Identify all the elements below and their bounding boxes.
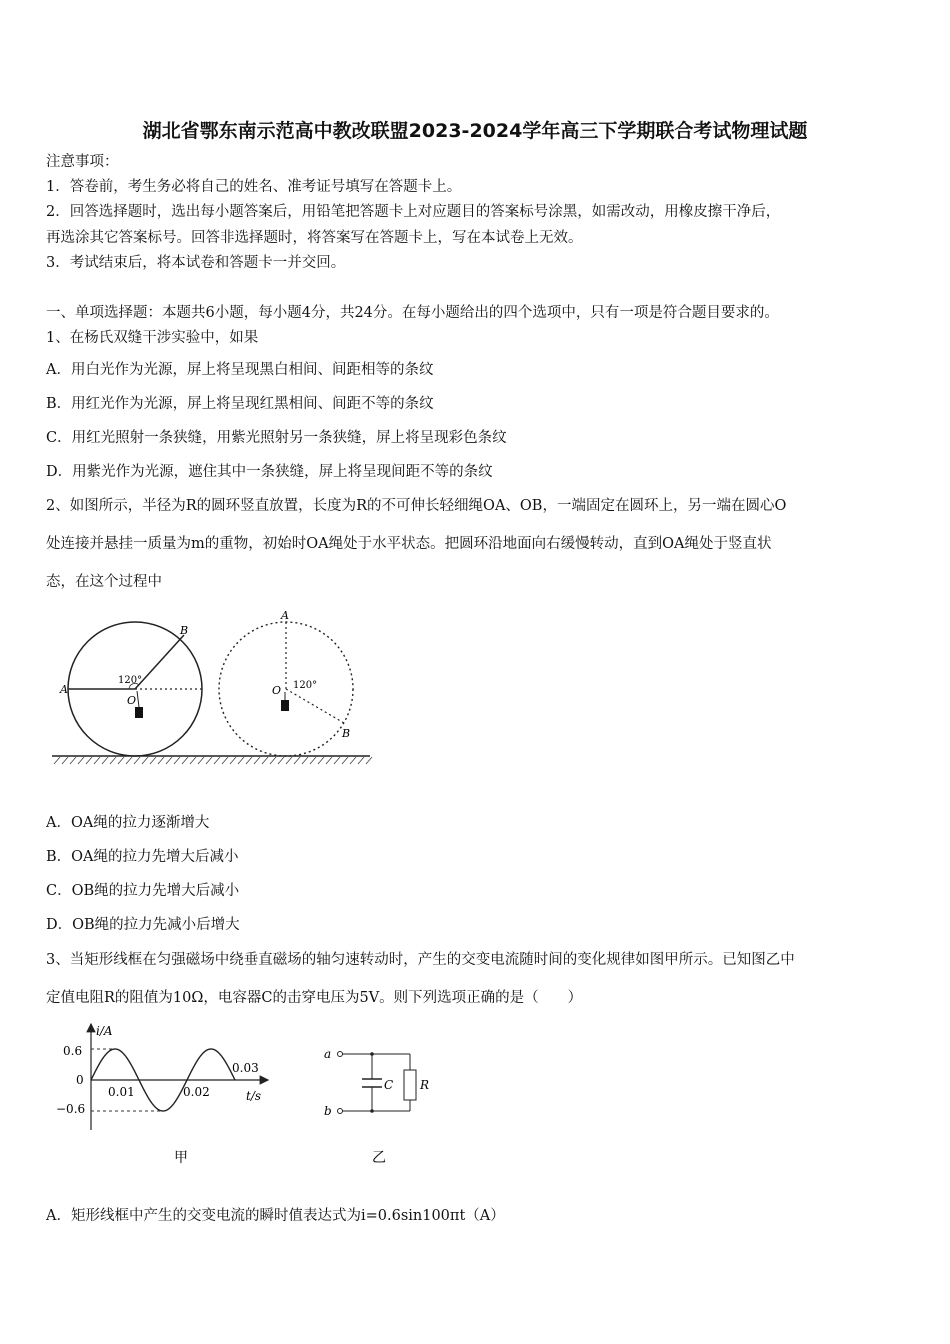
y-tick-neg-0.6: −0.6	[56, 1102, 86, 1116]
right-label-o: O	[272, 684, 282, 697]
right-label-a: A	[281, 609, 289, 622]
q1-option-a: A．用白光作为光源，屏上将呈现黑白相间、间距相等的条纹	[46, 362, 434, 378]
left-weight	[135, 707, 143, 718]
notice-item-2b: 再选涂其它答案标号。回答非选择题时，将答案写在答题卡上，写在本试卷上无效。	[46, 230, 583, 246]
notice-item-1: 1．答卷前，考生务必将自己的姓名、准考证号填写在答题卡上。	[46, 179, 462, 195]
q1-option-d: D．用紫光作为光源，遮住其中一条狭缝，屏上将呈现间距不等的条纹	[46, 464, 493, 480]
graph-caption: 甲	[174, 1150, 188, 1166]
left-label-o: O	[127, 694, 137, 707]
q2-line-2: 处连接并悬挂一质量为m的重物，初始时OA绳处于水平状态。把圆环沿地面向右缓慢转动，直到OA绳处于竖直状	[46, 536, 772, 552]
left-rope-ob	[135, 635, 184, 689]
ground-hatching	[54, 757, 372, 764]
q3-line-1: 3、当矩形线框在匀强磁场中绕垂直磁场的轴匀速转动时，产生的交变电流随时间的变化规律如图甲所示。已知图乙中	[46, 952, 795, 968]
left-label-b: B	[180, 624, 189, 637]
y-tick-0.6: 0.6	[63, 1044, 83, 1058]
left-hang-string	[137, 691, 139, 707]
q2-ring-figure	[50, 606, 380, 776]
terminal-a	[338, 1052, 343, 1057]
right-rope-ob	[286, 689, 344, 723]
notice-item-3: 3．考试结束后，将本试卷和答题卡一并交回。	[46, 255, 346, 271]
x-tick-0.03: 0.03	[232, 1061, 259, 1075]
x-axis-label: t/s	[246, 1089, 262, 1103]
q3-option-a: A．矩形线框中产生的交变电流的瞬时值表达式为i=0.6sin100πt（A）	[46, 1208, 505, 1224]
x-tick-0.02: 0.02	[183, 1085, 210, 1099]
q1-option-b: B．用红光作为光源，屏上将呈现红黑相间、间距不等的条纹	[46, 396, 434, 412]
right-weight	[281, 700, 289, 711]
left-angle-label: 120°	[118, 675, 143, 686]
node-b-label: b	[324, 1104, 332, 1118]
terminal-b	[338, 1109, 343, 1114]
x-tick-0.01: 0.01	[108, 1085, 135, 1099]
q2-line-1: 2、如图所示，半径为R的圆环竖直放置，长度为R的不可伸长轻细绳OA、OB，一端固定在圆环上，另一端在圆心O	[46, 498, 787, 514]
circuit-caption: 乙	[372, 1150, 386, 1166]
notice-item-2a: 2．回答选择题时，选出每小题答案后，用铅笔把答题卡上对应题目的答案标号涂黑，如需改动，用橡皮擦干净后，	[46, 204, 781, 220]
q3-line-2: 定值电阻R的阻值为10Ω，电容器C的击穿电压为5V。则下列选项正确的是（ ）	[46, 990, 583, 1006]
q2-option-b: B．OA绳的拉力先增大后减小	[46, 849, 239, 865]
notice-heading: 注意事项：	[46, 154, 119, 170]
resistor-label: R	[420, 1078, 430, 1092]
right-label-b: B	[342, 727, 351, 740]
capacitor-label: C	[384, 1078, 394, 1092]
q2-option-a: A．OA绳的拉力逐渐增大	[46, 815, 210, 831]
current-time-graph	[56, 1020, 286, 1170]
circuit-diagram	[318, 1040, 448, 1170]
q1-option-c: C．用红光照射一条狭缝，用紫光照射另一条狭缝，屏上将呈现彩色条纹	[46, 430, 507, 446]
node-a-label: a	[324, 1047, 332, 1061]
y-tick-0: 0	[76, 1073, 84, 1087]
q2-option-c: C．OB绳的拉力先增大后减小	[46, 883, 240, 899]
left-label-a: A	[60, 683, 68, 696]
section-heading: 一、单项选择题：本题共6小题，每小题4分，共24分。在每小题给出的四个选项中，只有一项是符合题目要求的。	[46, 305, 779, 321]
y-axis-label: i/A	[96, 1024, 113, 1038]
q2-line-3: 态，在这个过程中	[46, 574, 162, 590]
right-angle-label: 120°	[293, 680, 318, 691]
page-title: 湖北省鄂东南示范高中教改联盟2023-2024学年高三下学期联合考试物理试题	[142, 120, 808, 142]
resistor	[404, 1070, 416, 1100]
q1-stem: 1、在杨氏双缝干涉实验中，如果	[46, 330, 259, 346]
q2-option-d: D．OB绳的拉力先减小后增大	[46, 917, 240, 933]
